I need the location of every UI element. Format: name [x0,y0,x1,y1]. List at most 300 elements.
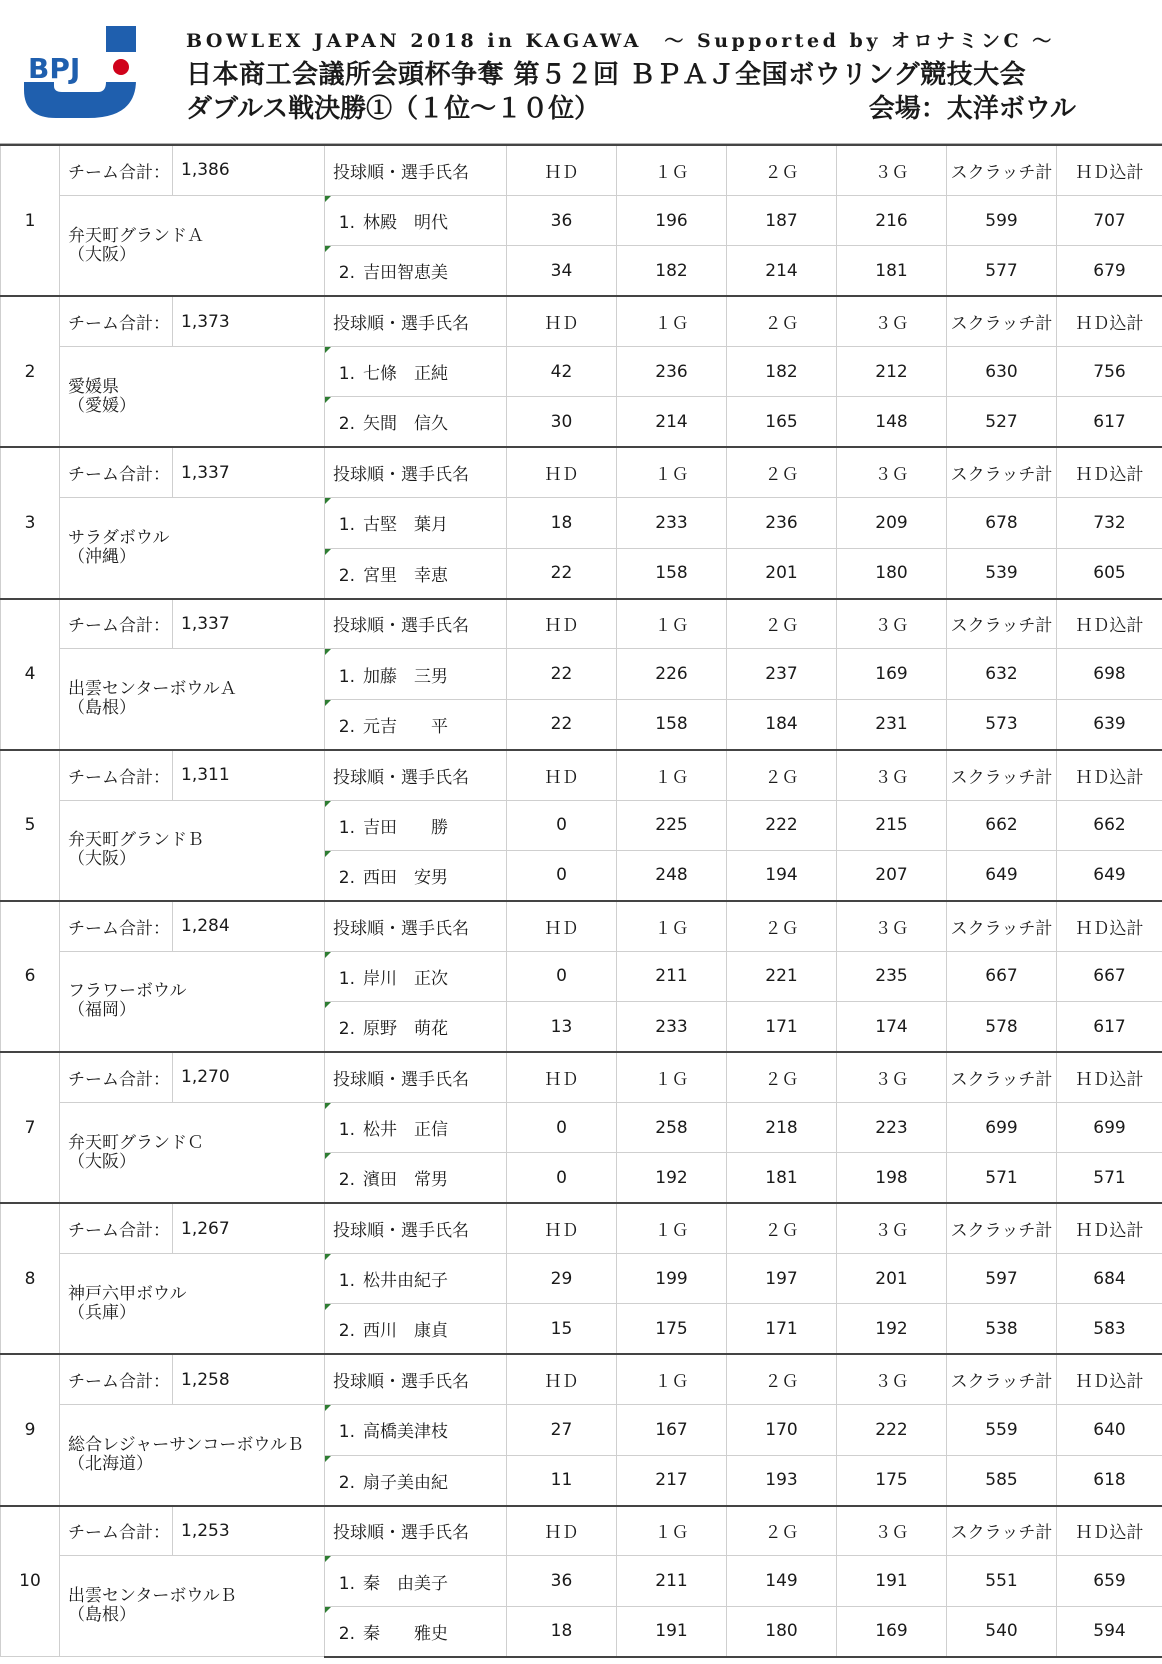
player-order: 1. [338,213,355,234]
player-game3: 192 [837,1304,947,1354]
player-hd-total: 707 [1057,195,1162,245]
player-cell [325,699,507,749]
game1-header: １Ｇ [617,145,727,195]
player-name: 高橋美津枝 [363,1422,448,1443]
player-cell [325,347,507,397]
team-total-value: 1,284 [173,901,325,951]
player-game1: 167 [617,1405,727,1455]
player-row [1,1254,1162,1304]
player-hd: 36 [507,195,617,245]
cell-marker-icon [325,498,331,504]
player-order: 2. [338,565,355,586]
cell-marker-icon [325,700,331,706]
player-game3: 174 [837,1002,947,1052]
player-hd: 36 [507,1556,617,1606]
team-total-label: チーム合計： [60,1052,173,1102]
team-header-row [1,145,1162,195]
player-cell [325,246,507,296]
player-name: 松井 正信 [363,1120,448,1141]
player-name: 古堅 葉月 [363,515,448,536]
game2-header: ２Ｇ [727,447,837,497]
scratch-header: スクラッチ計 [947,1354,1057,1404]
results-body [1,145,1162,1657]
hd-header: ＨＤ [507,750,617,800]
player-cell [325,850,507,900]
player-hd-total: 617 [1057,1002,1162,1052]
cell-marker-icon [325,1153,331,1159]
team-total-value: 1,270 [173,1052,325,1102]
player-hd: 13 [507,1002,617,1052]
player-game3: 223 [837,1102,947,1152]
player-name: 吉田智恵美 [363,263,448,284]
cell-marker-icon [325,1556,331,1562]
game2-header: ２Ｇ [727,1052,837,1102]
player-scratch: 578 [947,1002,1057,1052]
header-venue: 会場：太洋ボウル [868,94,1076,124]
page-header [0,0,1162,144]
team-name: 総合レジャーサンコーボウルＢ [68,1434,304,1455]
scratch-header: スクラッチ計 [947,1506,1057,1556]
player-scratch: 559 [947,1405,1057,1455]
game3-header: ３Ｇ [837,750,947,800]
player-game2: 218 [727,1102,837,1152]
player-name: 西川 康貞 [363,1321,448,1342]
hd-header: ＨＤ [507,599,617,649]
player-cell [325,1455,507,1505]
scratch-header: スクラッチ計 [947,1052,1057,1102]
player-game3: 222 [837,1405,947,1455]
player-row [1,951,1162,1001]
player-game2: 214 [727,246,837,296]
cell-marker-icon [325,1002,331,1008]
player-game1: 226 [617,649,727,699]
bpaj-logo [18,22,142,122]
order-player-header: 投球順・選手氏名 [325,1203,507,1253]
player-cell [325,1254,507,1304]
game3-header: ３Ｇ [837,296,947,346]
player-name: 吉田 勝 [363,817,448,838]
player-scratch: 662 [947,800,1057,850]
team-header-row [1,296,1162,346]
player-order: 1. [338,515,355,536]
rank-cell: 9 [1,1354,60,1505]
team-total-value: 1,267 [173,1203,325,1253]
player-cell [325,649,507,699]
rank-cell: 8 [1,1203,60,1354]
player-hd-total: 756 [1057,347,1162,397]
player-game1: 158 [617,548,727,598]
team-total-value: 1,337 [173,447,325,497]
game1-header: １Ｇ [617,1354,727,1404]
team-name-cell [60,649,325,750]
player-game2: 237 [727,649,837,699]
player-hd-total: 684 [1057,1254,1162,1304]
game1-header: １Ｇ [617,296,727,346]
hd-header: ＨＤ [507,447,617,497]
player-scratch: 571 [947,1153,1057,1203]
player-cell [325,1405,507,1455]
player-game3: 198 [837,1153,947,1203]
hd-header: ＨＤ [507,1052,617,1102]
player-game2: 181 [727,1153,837,1203]
cell-marker-icon [325,397,331,403]
player-scratch: 538 [947,1304,1057,1354]
rank-cell: 2 [1,296,60,447]
player-order: 1. [338,666,355,687]
hd-header: ＨＤ [507,1354,617,1404]
player-game2: 184 [727,699,837,749]
team-header-row [1,1354,1162,1404]
team-name-cell [60,1102,325,1203]
scratch-header: スクラッチ計 [947,447,1057,497]
cell-marker-icon [325,1607,331,1613]
team-total-label: チーム合計： [60,901,173,951]
player-cell [325,548,507,598]
player-name: 宮里 幸恵 [363,565,448,586]
player-order: 1. [338,817,355,838]
player-hd: 22 [507,699,617,749]
player-order: 2. [338,414,355,435]
player-cell [325,1304,507,1354]
player-game2: 194 [727,850,837,900]
player-order: 2. [338,1019,355,1040]
game1-header: １Ｇ [617,599,727,649]
player-hd: 27 [507,1405,617,1455]
team-header-row [1,447,1162,497]
team-prefecture: （島根） [68,1605,136,1626]
player-scratch: 540 [947,1606,1057,1656]
player-name: 加藤 三男 [363,666,448,687]
player-scratch: 585 [947,1455,1057,1505]
player-order: 1. [338,1422,355,1443]
cell-marker-icon [325,1304,331,1310]
team-total-label: チーム合計： [60,1506,173,1556]
hd-header: ＨＤ [507,901,617,951]
player-order: 1. [338,1271,355,1292]
player-order: 1. [338,1573,355,1594]
scratch-header: スクラッチ計 [947,750,1057,800]
player-cell [325,195,507,245]
player-cell [325,1102,507,1152]
player-name: 七條 正純 [363,364,448,385]
game1-header: １Ｇ [617,1203,727,1253]
player-hd-total: 698 [1057,649,1162,699]
header-event-line: BOWLEX JAPAN 2018 in KAGAWA ～ Supported by オロナミンC ～ [186,30,1055,52]
player-hd-total: 617 [1057,397,1162,447]
team-name-cell [60,195,325,296]
team-header-row [1,1052,1162,1102]
player-hd-total: 571 [1057,1153,1162,1203]
order-player-header: 投球順・選手氏名 [325,1354,507,1404]
team-prefecture: （沖縄） [68,546,136,567]
player-game3: 216 [837,195,947,245]
player-game3: 212 [837,347,947,397]
player-row [1,1556,1162,1606]
hd-total-header: ＨＤ込計 [1057,447,1162,497]
player-hd-total: 639 [1057,699,1162,749]
player-game1: 233 [617,1002,727,1052]
team-total-label: チーム合計： [60,145,173,195]
rank-cell: 4 [1,599,60,750]
player-hd-total: 699 [1057,1102,1162,1152]
player-hd: 0 [507,850,617,900]
team-name-cell [60,347,325,448]
player-hd-total: 583 [1057,1304,1162,1354]
player-scratch: 539 [947,548,1057,598]
player-hd: 0 [507,1153,617,1203]
rank-cell: 5 [1,750,60,901]
player-hd-total: 605 [1057,548,1162,598]
player-cell [325,397,507,447]
player-game3: 169 [837,649,947,699]
rank-cell: 7 [1,1052,60,1203]
hd-total-header: ＨＤ込計 [1057,901,1162,951]
game2-header: ２Ｇ [727,750,837,800]
player-game1: 258 [617,1102,727,1152]
game2-header: ２Ｇ [727,145,837,195]
game3-header: ３Ｇ [837,1052,947,1102]
player-name: 西田 安男 [363,867,448,888]
team-header-row [1,750,1162,800]
team-name: 神戸六甲ボウル [68,1283,187,1304]
cell-marker-icon [325,347,331,353]
team-name-cell [60,1254,325,1355]
player-row [1,1102,1162,1152]
team-prefecture: （愛媛） [68,395,136,416]
team-name-cell [60,1405,325,1506]
player-game1: 175 [617,1304,727,1354]
player-scratch: 678 [947,498,1057,548]
player-row [1,347,1162,397]
team-prefecture: （兵庫） [68,1302,136,1323]
team-name-cell [60,800,325,901]
hd-total-header: ＨＤ込計 [1057,750,1162,800]
player-game3: 201 [837,1254,947,1304]
player-scratch: 573 [947,699,1057,749]
player-game1: 225 [617,800,727,850]
cell-marker-icon [325,1405,331,1411]
cell-marker-icon [325,952,331,958]
player-game2: 221 [727,951,837,1001]
team-prefecture: （福岡） [68,1000,136,1021]
player-game2: 170 [727,1405,837,1455]
scratch-header: スクラッチ計 [947,1203,1057,1253]
player-game3: 215 [837,800,947,850]
game3-header: ３Ｇ [837,901,947,951]
player-hd: 42 [507,347,617,397]
game2-header: ２Ｇ [727,1354,837,1404]
order-player-header: 投球順・選手氏名 [325,1052,507,1102]
player-name: 秦 雅史 [363,1623,448,1644]
order-player-header: 投球順・選手氏名 [325,1506,507,1556]
player-hd-total: 640 [1057,1405,1162,1455]
game1-header: １Ｇ [617,901,727,951]
player-scratch: 527 [947,397,1057,447]
game3-header: ３Ｇ [837,145,947,195]
team-prefecture: （大阪） [68,1151,136,1172]
order-player-header: 投球順・選手氏名 [325,750,507,800]
cell-marker-icon [325,246,331,252]
team-total-label: チーム合計： [60,296,173,346]
player-scratch: 577 [947,246,1057,296]
rank-cell: 10 [1,1506,60,1657]
player-cell [325,1002,507,1052]
hd-total-header: ＨＤ込計 [1057,1052,1162,1102]
player-order: 2. [338,1321,355,1342]
player-name: 林殿 明代 [363,213,448,234]
player-scratch: 597 [947,1254,1057,1304]
game1-header: １Ｇ [617,1506,727,1556]
team-header-row [1,599,1162,649]
player-game3: 207 [837,850,947,900]
player-row [1,195,1162,245]
player-game2: 197 [727,1254,837,1304]
team-name: 愛媛県 [68,376,119,397]
team-name: 弁天町グランドＡ [68,225,204,246]
player-cell [325,800,507,850]
team-name-cell [60,1556,325,1657]
player-name: 松井由紀子 [363,1271,448,1292]
player-game2: 171 [727,1002,837,1052]
team-header-row [1,1203,1162,1253]
player-game1: 192 [617,1153,727,1203]
player-name: 扇子美由紀 [363,1472,448,1493]
player-game3: 235 [837,951,947,1001]
player-hd: 18 [507,498,617,548]
rank-cell: 3 [1,447,60,598]
team-total-label: チーム合計： [60,750,173,800]
player-cell [325,498,507,548]
team-name: 出雲センターボウルＢ [68,1586,237,1607]
player-scratch: 632 [947,649,1057,699]
player-hd-total: 679 [1057,246,1162,296]
game1-header: １Ｇ [617,1052,727,1102]
player-name: 秦 由美子 [363,1573,448,1594]
scratch-header: スクラッチ計 [947,901,1057,951]
cell-marker-icon [325,1103,331,1109]
team-total-value: 1,311 [173,750,325,800]
player-hd: 34 [507,246,617,296]
hd-header: ＨＤ [507,145,617,195]
player-row [1,800,1162,850]
team-name: 出雲センターボウルＡ [68,679,237,700]
hd-total-header: ＨＤ込計 [1057,1506,1162,1556]
player-row [1,649,1162,699]
player-game2: 182 [727,347,837,397]
team-prefecture: （大阪） [68,244,136,265]
player-game3: 175 [837,1455,947,1505]
player-game1: 217 [617,1455,727,1505]
team-name: 弁天町グランドＢ [68,830,204,851]
player-game2: 171 [727,1304,837,1354]
player-hd: 29 [507,1254,617,1304]
game3-header: ３Ｇ [837,1354,947,1404]
player-game3: 148 [837,397,947,447]
player-game3: 169 [837,1606,947,1656]
player-order: 2. [338,867,355,888]
player-hd: 15 [507,1304,617,1354]
game2-header: ２Ｇ [727,901,837,951]
player-order: 2. [338,1623,355,1644]
order-player-header: 投球順・選手氏名 [325,447,507,497]
logo-text: BPJ [28,52,81,85]
team-name: フラワーボウル [68,981,187,1002]
player-order: 2. [338,1472,355,1493]
player-cell [325,1153,507,1203]
cell-marker-icon [325,1456,331,1462]
header-subtitle: ダブルス戦決勝①（１位～１０位） [186,94,601,124]
player-hd-total: 618 [1057,1455,1162,1505]
player-game1: 211 [617,951,727,1001]
game1-header: １Ｇ [617,447,727,497]
player-hd-total: 732 [1057,498,1162,548]
player-game3: 180 [837,548,947,598]
player-game1: 191 [617,1606,727,1656]
team-total-value: 1,373 [173,296,325,346]
player-order: 1. [338,364,355,385]
cell-marker-icon [325,1254,331,1260]
player-scratch: 667 [947,951,1057,1001]
player-game1: 248 [617,850,727,900]
hd-header: ＨＤ [507,1203,617,1253]
player-game2: 149 [727,1556,837,1606]
cell-marker-icon [325,196,331,202]
cell-marker-icon [325,801,331,807]
player-hd-total: 649 [1057,850,1162,900]
game3-header: ３Ｇ [837,599,947,649]
game2-header: ２Ｇ [727,1203,837,1253]
player-hd: 22 [507,548,617,598]
team-name-cell [60,951,325,1052]
player-row [1,498,1162,548]
cell-marker-icon [325,851,331,857]
team-total-label: チーム合計： [60,447,173,497]
player-hd: 11 [507,1455,617,1505]
player-name: 元吉 平 [363,716,448,737]
team-header-row [1,901,1162,951]
team-prefecture: （北海道） [68,1453,153,1474]
player-game1: 196 [617,195,727,245]
player-order: 2. [338,716,355,737]
results-table [0,144,1162,1658]
hd-total-header: ＨＤ込計 [1057,599,1162,649]
player-hd-total: 662 [1057,800,1162,850]
player-game1: 182 [617,246,727,296]
player-game3: 209 [837,498,947,548]
player-hd: 0 [507,800,617,850]
player-scratch: 630 [947,347,1057,397]
cell-marker-icon [325,649,331,655]
hd-header: ＨＤ [507,296,617,346]
hd-header: ＨＤ [507,1506,617,1556]
player-game3: 231 [837,699,947,749]
player-hd: 0 [507,951,617,1001]
order-player-header: 投球順・選手氏名 [325,296,507,346]
rank-cell: 1 [1,145,60,296]
player-game2: 187 [727,195,837,245]
team-total-value: 1,386 [173,145,325,195]
cell-marker-icon [325,549,331,555]
player-game2: 222 [727,800,837,850]
player-game2: 193 [727,1455,837,1505]
game2-header: ２Ｇ [727,296,837,346]
player-name: 岸川 正次 [363,968,448,989]
team-header-row [1,1506,1162,1556]
player-hd: 18 [507,1606,617,1656]
order-player-header: 投球順・選手氏名 [325,599,507,649]
player-order: 2. [338,1170,355,1191]
player-game2: 201 [727,548,837,598]
